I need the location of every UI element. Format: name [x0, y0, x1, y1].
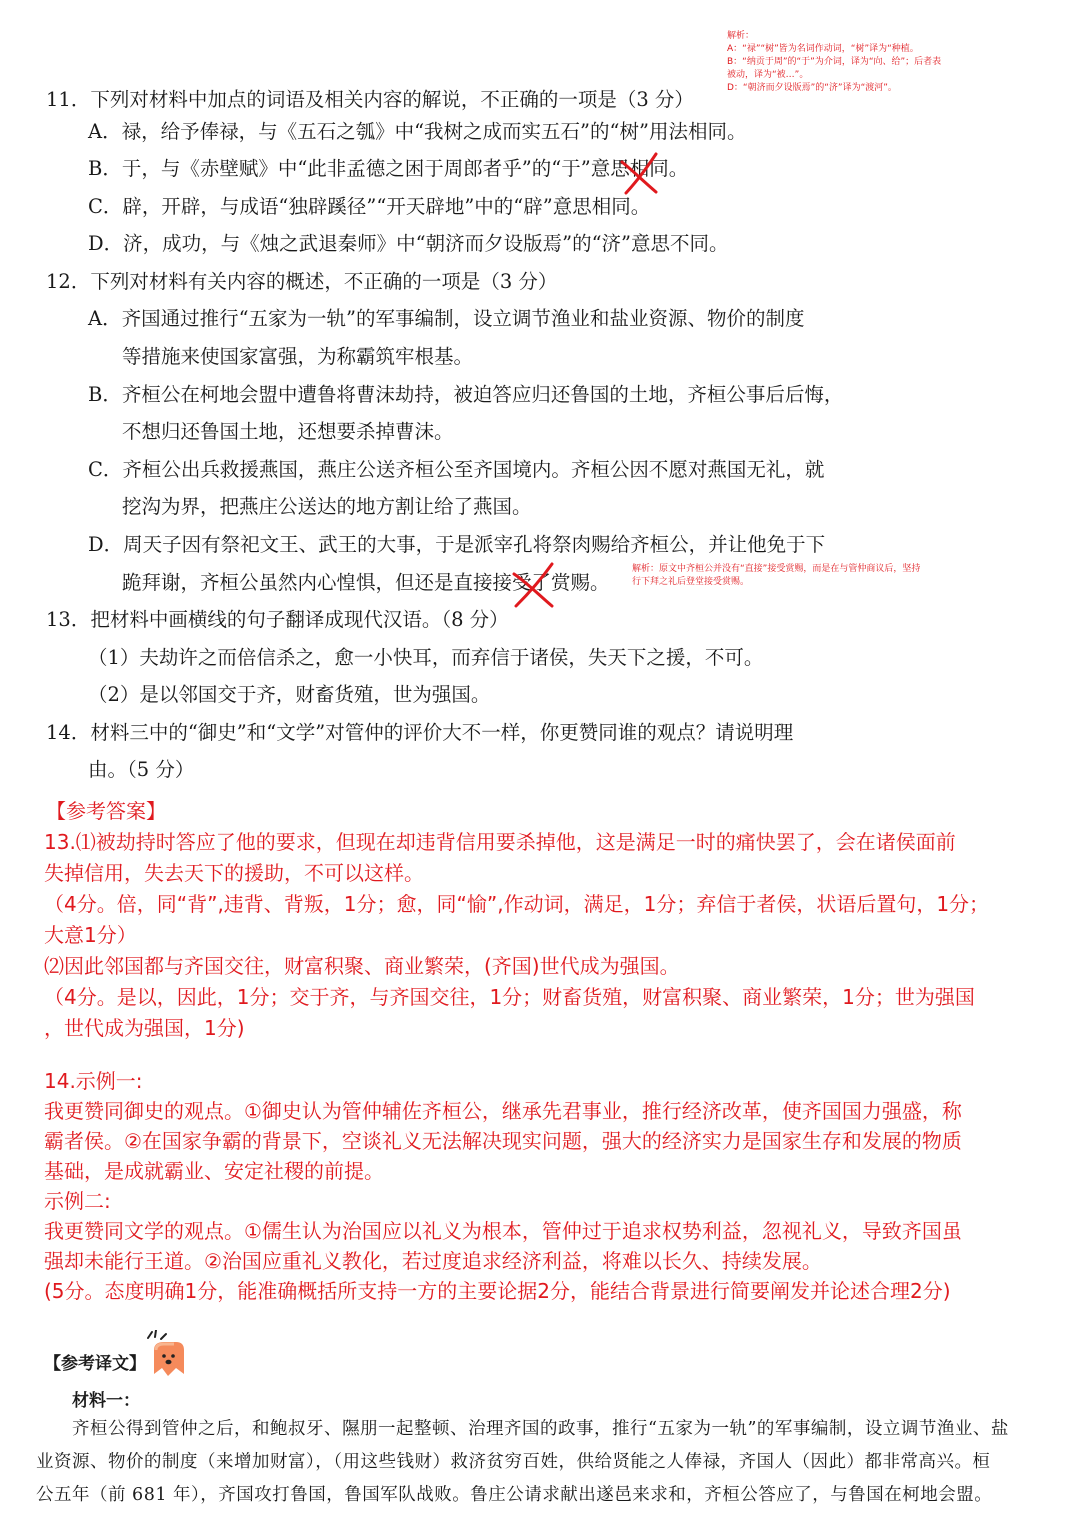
translation-header: 【参考译文】	[44, 1354, 146, 1374]
side-note-line: A：“禄”“树”皆为名词作动词，“树”译为“种植。	[727, 44, 919, 55]
answer-line: ，世代成为强国，1分)	[44, 1016, 245, 1040]
answer-line: （4分。倍，同“背”,违背、背叛，1分；愈，同“愉”,作动词，满足，1分；弃信于者侯，状语后置句，1分；	[44, 892, 990, 916]
q14-stem-line1: 14．材料三中的“御史”和“文学”对管仲的评价大不一样，你更赞同谁的观点？请说明理	[46, 721, 794, 744]
option-d-note-line: 解析：原文中齐桓公并没有“直接”接受赏赐，而是在与管仲商议后，坚持	[632, 564, 921, 574]
cross-mark-icon	[616, 150, 662, 196]
q12-option-d-line2: 跪拜谢，齐桓公虽然内心惶惧，但还是直接接受了赏赐。	[122, 571, 610, 594]
side-note-line: 解析：	[727, 31, 755, 41]
cross-mark-icon	[508, 560, 558, 610]
q13-sentence-1: （1）夫劫许之而倍信杀之，愈一小快耳，而弃信于诸侯，失天下之援，不可。	[88, 646, 764, 669]
q11-option-b: B．于，与《赤壁赋》中“此非孟德之困于周郎者乎”的“于”意思相同。	[88, 157, 689, 180]
answer-line: 示例二:	[44, 1189, 111, 1213]
q12-option-a-line1: A．齐国通过推行“五家为一轨”的军事编制，设立调节渔业和盐业资源、物价的制度	[88, 307, 805, 330]
q13-sentence-2: （2）是以邻国交于齐，财畜货殖，世为强国。	[88, 683, 491, 706]
q11-option-d: D．济，成功，与《烛之武退秦师》中“朝济而夕设版焉”的“济”意思不同。	[88, 232, 729, 255]
side-note-line: D：“朝济而夕设版焉”的“济”译为“渡河”。	[727, 83, 897, 94]
q12-option-a-line2: 等措施来使国家富强，为称霸筑牢根基。	[122, 345, 474, 368]
answer-line: ⑵因此邻国都与齐国交往，财富积聚、商业繁荣，(齐国)世代成为强国。	[44, 954, 680, 978]
q11-option-c: C．辟，开辟，与成语“独辟蹊径”“开天辟地”中的“辟”意思相同。	[88, 195, 651, 218]
option-d-note	[632, 563, 920, 589]
q14-stem-line2: 由。（5 分）	[88, 758, 195, 781]
answer-line: 我更赞同御史的观点。①御史认为管仲辅佐齐桓公，继承先君事业，推行经济改革，使齐国国力强盛，称	[44, 1099, 962, 1123]
side-note	[727, 30, 941, 95]
answer-line: 13.⑴被劫持时答应了他的要求，但现在却违背信用要杀掉他，这是满足一时的痛快罢了，会在诸侯面前	[44, 830, 956, 854]
q11-option-a: A．禄，给予俸禄，与《五石之瓠》中“我树之成而实五石”的“树”用法相同。	[88, 120, 747, 143]
q13-stem: 13．把材料中画横线的句子翻译成现代汉语。（8 分）	[46, 608, 509, 631]
q12-option-b-line2: 不想归还鲁国土地，还想要杀掉曹沫。	[122, 420, 454, 443]
answer-line: 基础，是成就霸业、安定社稷的前提。	[44, 1159, 384, 1183]
q12-option-d-line1: D．周天子因有祭祀文王、武王的大事，于是派宰孔将祭肉赐给齐桓公，并让他免于下	[88, 533, 826, 556]
q12-option-c-line1: C．齐桓公出兵救援燕国，燕庄公送齐桓公至齐国境内。齐桓公因不愿对燕国无礼，就	[88, 458, 825, 481]
answer-line: 霸者侯。②在国家争霸的背景下，空谈礼义无法解决现实问题，强大的经济实力是国家生存和发展的物质	[44, 1129, 962, 1153]
side-note-line: 被动，译为“被…”。	[727, 70, 809, 81]
answer-line: （4分。是以，因此，1分；交于齐，与齐国交往，1分；财畜货殖，财富积聚、商业繁荣，1分；世为强国	[44, 985, 975, 1009]
answer-line: 强却未能行王道。②治国应重礼义教化，若过度追求经济利益，将难以长久、持续发展。	[44, 1249, 822, 1273]
answer-line: 大意1分）	[44, 923, 137, 947]
translation-subheader: 材料一：	[72, 1391, 140, 1411]
q12-option-c-line2: 挖沟为界，把燕庄公送达的地方割让给了燕国。	[122, 495, 532, 518]
answer-line: 失掉信用，失去天下的援助，不可以这样。	[44, 861, 424, 885]
translation-line: 公五年（前 681 年），齐国攻打鲁国，鲁国军队战败。鲁庄公请求献出遂邑来求和，齐桓公答应了，与鲁国在柯地会盟。	[36, 1485, 993, 1505]
translation-line: 齐桓公得到管仲之后，和鲍叔牙、隰朋一起整顿、治理齐国的政事，推行“五家为一轨”的军事编制，设立调节渔业、盐	[72, 1419, 1009, 1439]
option-d-note-line: 行下拜之礼后登堂接受赏赐。	[632, 577, 750, 588]
mascot-sticker-icon	[140, 1330, 190, 1382]
q12-option-b-line1: B．齐桓公在柯地会盟中遭鲁将曹沫劫持，被迫答应归还鲁国的土地，齐桓公事后后悔，	[88, 383, 844, 406]
answer-line: 我更赞同文学的观点。①儒生认为治国应以礼义为根本，管仲过于追求权势利益，忽视礼义，导致齐国虽	[44, 1219, 962, 1243]
answer-header: 【参考答案】	[46, 799, 166, 823]
translation-line: 业资源、物价的制度（来增加财富），（用这些钱财）救济贫穷百姓，供给贤能之人俸禄，齐国人（因此）都非常高兴。桓	[36, 1452, 991, 1472]
q11-stem: 11．下列对材料中加点的词语及相关内容的解说，不正确的一项是（3 分）	[46, 88, 694, 111]
side-note-line: B：“纳贡于周”的“于”为介词，译为“向、给”；后者表	[727, 57, 942, 68]
q12-stem: 12．下列对材料有关内容的概述，不正确的一项是（3 分）	[46, 270, 558, 293]
answer-line: (5分。态度明确1分，能准确概括所支持一方的主要论据2分，能结合背景进行简要阐发并论述合理2分)	[44, 1279, 951, 1303]
answer-line: 14.示例一:	[44, 1069, 143, 1093]
